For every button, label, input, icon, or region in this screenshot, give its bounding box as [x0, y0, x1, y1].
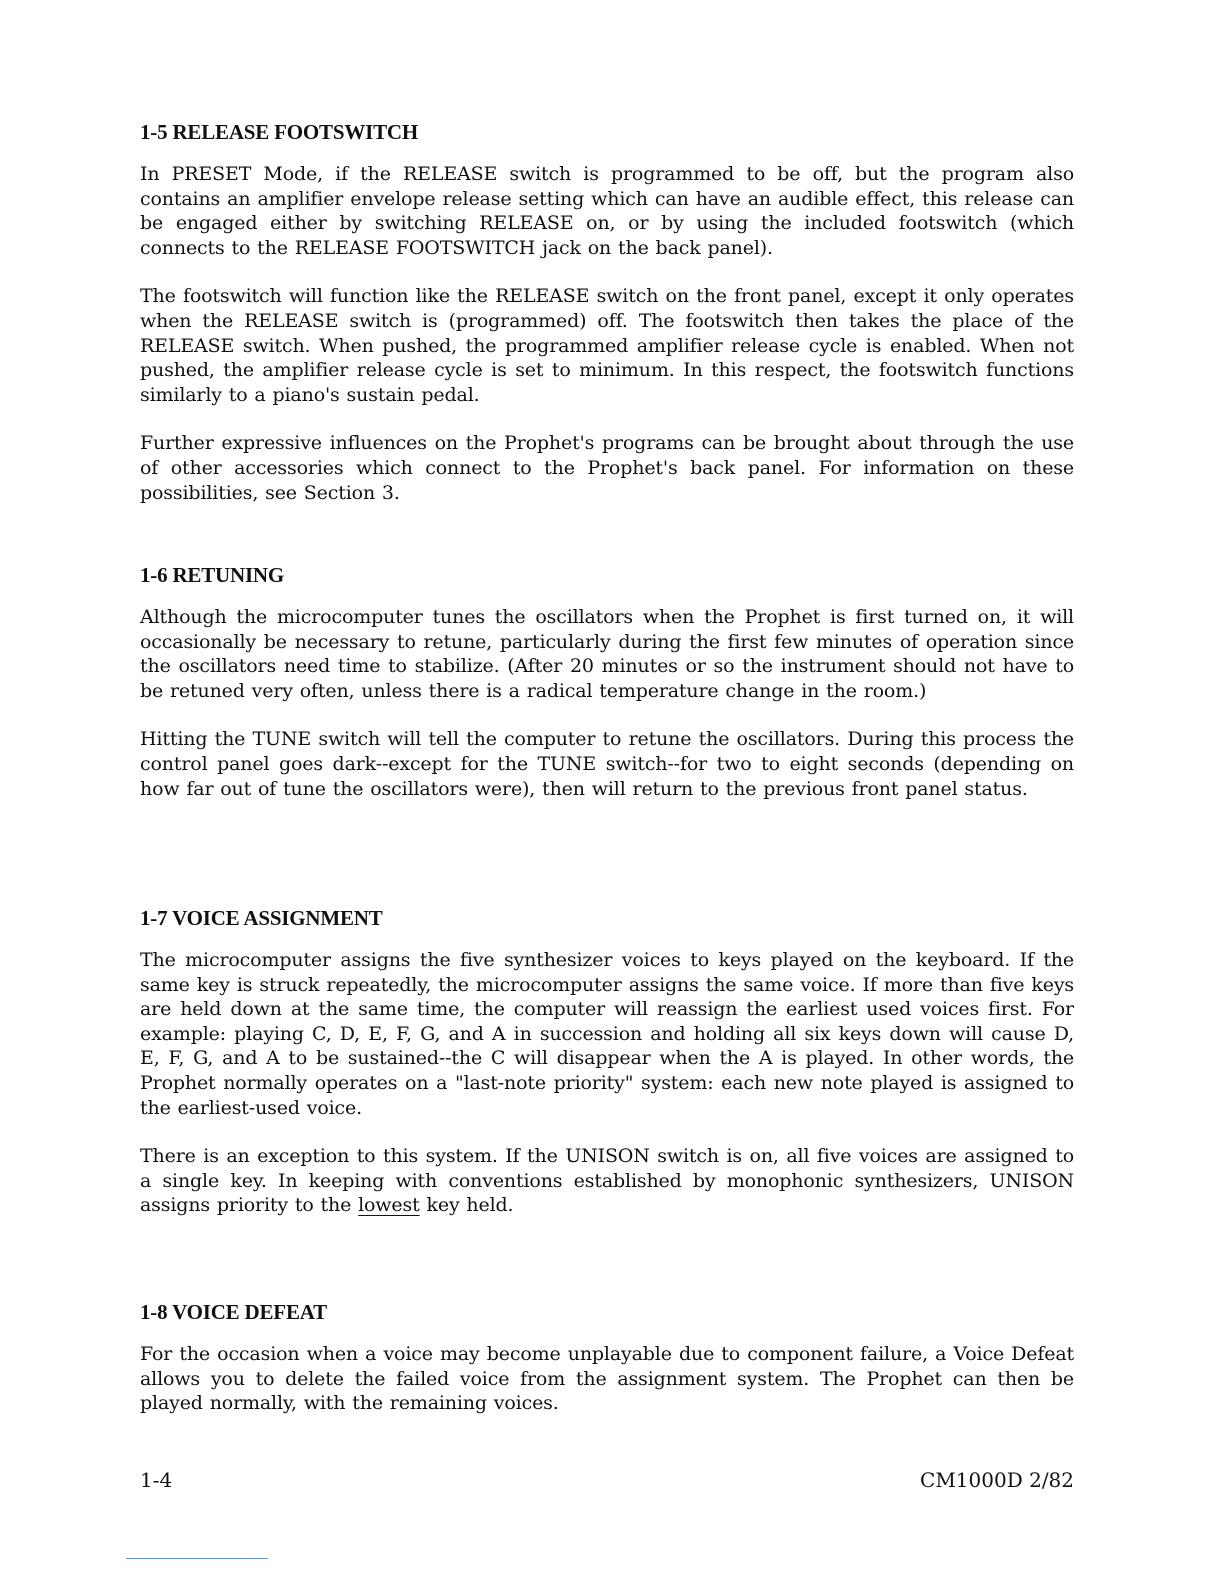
scan-artifact-line — [126, 1558, 268, 1559]
paragraph: Further expressive influences on the Prophet's programs can be brought about through the use of other accessories which connect to the Prophet's back panel. For information on these possibilities, see Section 3. — [140, 432, 1074, 504]
section-heading: 1-6 RETUNING — [140, 563, 285, 587]
page-number: 1-4 — [140, 1468, 173, 1492]
section-heading: 1-5 RELEASE FOOTSWITCH — [140, 120, 418, 144]
underlined-emphasis: lowest — [358, 1194, 420, 1217]
paragraph: The footswitch will function like the RELEASE switch on the front panel, except it only operates when the RELEASE switch is (programmed) off. The footswitch then takes the place of the RELEASE switch. When pushed, the programmed amplifier release cycle is enabled. When not pushed, the amplifier release cycle is set to minimum. In this respect, the footswitch functions similarly to a piano's sustain pedal. — [140, 285, 1074, 406]
paragraph: The microcomputer assigns the five synthesizer voices to keys played on the keyboard. If the same key is struck repeatedly, the microcomputer assigns the same voice. If more than five keys are held down at the same time, the computer will reassign the earliest used voices first. For example: playing C, D, E, F, G, and A in succession and holding all six keys down will cause D, E, F, G, and A to be sustained--the C will disappear when the A is played. In other words, the Prophet normally operates on a "last-note priority" system: each new note played is assigned to the earliest-used voice. — [140, 949, 1074, 1119]
unison-text-before: There is an exception to this system. If the UNISON switch is on, all five voices are assigned to a single key. In keeping with conventions established by monophonic synthesizers, UNISON assigns priority to the — [140, 1145, 1074, 1217]
section-release-footswitch — [140, 118, 1074, 529]
unison-text-after: key held. — [419, 1194, 514, 1217]
paragraph-unison — [140, 1144, 1074, 1218]
section-voice-assignment — [140, 904, 1074, 1242]
document-code: CM1000D 2/82 — [920, 1468, 1074, 1492]
section-heading: 1-8 VOICE DEFEAT — [140, 1300, 327, 1324]
paragraph: Although the microcomputer tunes the oscillators when the Prophet is first turned on, it will occasionally be necessary to retune, particularly during the first few minutes of operation since the oscillators need time to stabilize. (After 20 minutes or so the instrument should not have to be retuned very often, unless there is a radical temperature change in the room.) — [140, 606, 1074, 702]
section-heading: 1-7 VOICE ASSIGNMENT — [140, 906, 383, 930]
paragraph: For the occasion when a voice may become unplayable due to component failure, a Voice Defeat allows you to delete the failed voice from the assignment system. The Prophet can then be played normally, with the remaining voices. — [140, 1343, 1074, 1415]
paragraph: Hitting the TUNE switch will tell the computer to retune the oscillators. During this process the control panel goes dark--except for the TUNE switch--for two to eight seconds (depending on how far out of tune the oscillators were), then will return to the previous front panel status. — [140, 728, 1074, 800]
paragraph: In PRESET Mode, if the RELEASE switch is programmed to be off, but the program also contains an amplifier envelope release setting which can have an audible effect, this release can be engaged either by switching RELEASE on, or by using the included footswitch (which connects to the RELEASE FOOTSWITCH jack on the back panel). — [140, 163, 1074, 259]
page-footer — [140, 1468, 1074, 1498]
section-retuning — [140, 561, 1074, 825]
section-voice-defeat — [140, 1298, 1074, 1440]
